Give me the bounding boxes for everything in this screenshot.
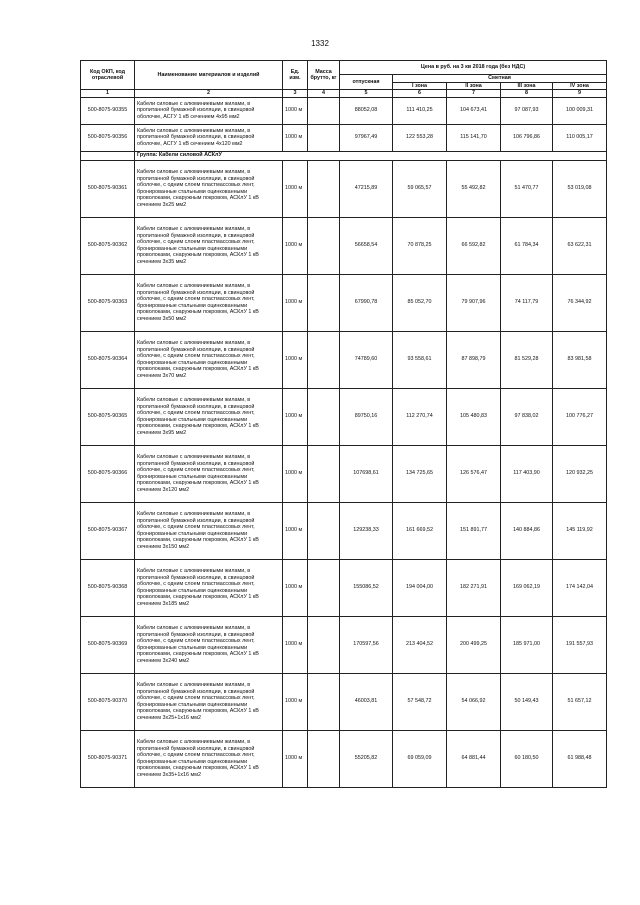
cell-zone-1: 111 410,25 [393,97,447,124]
cell-zone-3: 97 838,02 [501,388,553,445]
cell-zone-4: 174 142,04 [553,559,607,616]
cell-mass [308,331,340,388]
table-row [81,160,607,217]
table-row [81,217,607,274]
table-row [81,673,607,730]
cell-unit: 1000 м [283,97,308,124]
table-row [81,616,607,673]
cell-code: 500-8075-90371 [81,730,135,787]
col-number: 9 [553,90,607,98]
cell-name: Кабели силовые с алюминиевыми жилами, в пропитанной бумажной изоляции, в свинцовой оболочке, АСГУ 1 кВ сечением 4х120 мм2 [135,124,283,151]
cell-unit: 1000 м [283,217,308,274]
cell-name: Кабели силовые с алюминиевыми жилами, в пропитанной бумажной изоляции, в свинцовой оболочке, с одним слоем пластмассовых лент, бронированные стальными оцинкованными проволоками, снаружным покровом, АСКлУ 1 кВ сечением 3х70 мм2 [135,331,283,388]
table-row [81,559,607,616]
cell-zone-4: 53 019,08 [553,160,607,217]
table-row [81,730,607,787]
header-price: Цена в руб. на 3 кв 2018 года (без НДС) [340,61,607,75]
cell-mass [308,502,340,559]
cell-mass [308,388,340,445]
header-unit: Ед. изм. [283,61,308,90]
col-number: 4 [308,90,340,98]
cell-zone-3: 81 529,28 [501,331,553,388]
header-code: Код ОКП, код отраслевой [81,61,135,90]
cell-unit: 1000 м [283,445,308,502]
cell-zone-1: 213 404,52 [393,616,447,673]
cell-mass [308,559,340,616]
cell-zone-1: 112 270,74 [393,388,447,445]
cell-name: Кабели силовые с алюминиевыми жилами, в пропитанной бумажной изоляции, в свинцовой оболочке, АСГУ 1 кВ сечением 4х95 мм2 [135,97,283,124]
cell-name: Кабели силовые с алюминиевыми жилами, в пропитанной бумажной изоляции, в свинцовой оболочке, с одним слоем пластмассовых лент, бронированные стальными оцинкованными проволоками, снаружным покровом, АСКлУ 1 кВ сечением 3х50 мм2 [135,274,283,331]
cell-zone-3: 140 884,86 [501,502,553,559]
cell-name: Кабели силовые с алюминиевыми жилами, в пропитанной бумажной изоляции, в свинцовой оболочке, с одним слоем пластмассовых лент, бронированные стальными оцинкованными проволоками, снаружным покровом, АСКлУ 1 кВ сечением 3х150 мм2 [135,502,283,559]
cell-zone-4: 100 776,27 [553,388,607,445]
cell-unit: 1000 м [283,124,308,151]
cell-unit: 1000 м [283,730,308,787]
cell-release: 170597,56 [340,616,393,673]
cell-mass [308,730,340,787]
cell-zone-2: 151 891,77 [447,502,501,559]
table-row [81,97,607,124]
col-number: 1 [81,90,135,98]
cell-zone-2: 79 907,96 [447,274,501,331]
cell-name: Кабели силовые с алюминиевыми жилами, в пропитанной бумажной изоляции, в свинцовой оболочке, с одним слоем пластмассовых лент, бронированные стальными оцинкованными проволоками, снаружным покровом, АСКлУ 1 кВ сечением 3х25+1х16 мм2 [135,673,283,730]
cell-zone-3: 50 149,43 [501,673,553,730]
cell-zone-2: 55 492,82 [447,160,501,217]
cell-zone-3: 185 971,00 [501,616,553,673]
header-mass: Масса брутто, кг [308,61,340,90]
cell-unit: 1000 м [283,274,308,331]
header-name: Наименование материалов и изделий [135,61,283,90]
cell-code: 500-8075-90356 [81,124,135,151]
cell-name: Кабели силовые с алюминиевыми жилами, в пропитанной бумажной изоляции, в свинцовой оболочке, с одним слоем пластмассовых лент, бронированные стальными оцинкованными проволоками, снаружным покровом, АСКлУ 1 кВ сечением 3х185 мм2 [135,559,283,616]
cell-code: 500-8075-90362 [81,217,135,274]
cell-zone-1: 70 878,25 [393,217,447,274]
cell-release: 88052,08 [340,97,393,124]
page-number: 1332 [311,39,329,48]
cell-name: Кабели силовые с алюминиевыми жилами, в пропитанной бумажной изоляции, в свинцовой оболочке, с одним слоем пластмассовых лент, бронированные стальными оцинкованными проволоками, снаружным покровом, АСКлУ 1 кВ сечением 3х25 мм2 [135,160,283,217]
table-row [81,502,607,559]
cell-code: 500-8075-90369 [81,616,135,673]
cell-release: 74789,60 [340,331,393,388]
cell-zone-3: 61 784,34 [501,217,553,274]
cell-release: 89750,16 [340,388,393,445]
cell-zone-3: 97 087,93 [501,97,553,124]
cell-zone-3: 106 796,86 [501,124,553,151]
cell-code: 500-8075-90366 [81,445,135,502]
cell-zone-2: 182 271,91 [447,559,501,616]
cell-release: 67990,78 [340,274,393,331]
cell-mass [308,160,340,217]
col-number: 2 [135,90,283,98]
group-rows [81,160,607,787]
header-zone-1: I зона [393,82,447,90]
cell-unit: 1000 м [283,388,308,445]
cell-zone-2: 66 592,82 [447,217,501,274]
cell-zone-4: 83 981,58 [553,331,607,388]
cell-zone-4: 120 932,25 [553,445,607,502]
col-number: 6 [393,90,447,98]
table-row [81,274,607,331]
cell-zone-2: 54 066,92 [447,673,501,730]
cell-zone-4: 63 622,31 [553,217,607,274]
cell-zone-1: 93 558,61 [393,331,447,388]
col-number: 5 [340,90,393,98]
cell-release: 107698,61 [340,445,393,502]
cell-code: 500-8075-90370 [81,673,135,730]
cell-zone-4: 51 657,12 [553,673,607,730]
cell-mass [308,445,340,502]
cell-mass [308,217,340,274]
group-row [81,151,607,160]
cell-zone-3: 74 117,79 [501,274,553,331]
header-zone-2: II зона [447,82,501,90]
cell-zone-2: 64 881,44 [447,730,501,787]
cell-name: Кабели силовые с алюминиевыми жилами, в пропитанной бумажной изоляции, в свинцовой оболочке, с одним слоем пластмассовых лент, бронированные стальными оцинкованными проволоками, снаружным покровом, АСКлУ 1 кВ сечением 3х95 мм2 [135,388,283,445]
cell-name: Кабели силовые с алюминиевыми жилами, в пропитанной бумажной изоляции, в свинцовой оболочке, с одним слоем пластмассовых лент, бронированные стальными оцинкованными проволоками, снаружным покровом, АСКлУ 1 кВ сечением 3х240 мм2 [135,616,283,673]
cell-zone-4: 110 005,17 [553,124,607,151]
cell-zone-4: 61 988,48 [553,730,607,787]
cell-release: 46003,81 [340,673,393,730]
cell-mass [308,616,340,673]
group-label: Группа: Кабели силовой АСКлУ [135,151,607,160]
cell-mass [308,97,340,124]
cell-zone-4: 145 119,92 [553,502,607,559]
cell-unit: 1000 м [283,673,308,730]
cell-zone-2: 200 499,25 [447,616,501,673]
table-row [81,124,607,151]
col-number: 8 [501,90,553,98]
cell-code: 500-8075-90367 [81,502,135,559]
cell-zone-3: 169 062,19 [501,559,553,616]
table-header [81,61,607,98]
header-zone-4: IV зона [553,82,607,90]
cell-zone-1: 194 004,00 [393,559,447,616]
table-row [81,331,607,388]
header-zone-3: III зона [501,82,553,90]
header-estimate: Сметная [393,75,607,83]
header-release: отпускная [340,75,393,90]
cell-unit: 1000 м [283,559,308,616]
cell-code: 500-8075-90361 [81,160,135,217]
cell-zone-2: 105 480,83 [447,388,501,445]
cell-zone-1: 122 553,28 [393,124,447,151]
cell-release: 55205,82 [340,730,393,787]
cell-unit: 1000 м [283,502,308,559]
cell-release: 56658,54 [340,217,393,274]
cell-zone-3: 51 470,77 [501,160,553,217]
cell-mass [308,673,340,730]
cell-zone-3: 117 403,90 [501,445,553,502]
cell-mass [308,274,340,331]
cell-release: 129238,33 [340,502,393,559]
cell-zone-4: 191 557,93 [553,616,607,673]
cell-code: 500-8075-90355 [81,97,135,124]
cell-mass [308,124,340,151]
cell-unit: 1000 м [283,331,308,388]
cell-code: 500-8075-90363 [81,274,135,331]
cell-zone-1: 59 065,57 [393,160,447,217]
cell-zone-2: 87 898,79 [447,331,501,388]
cell-name: Кабели силовые с алюминиевыми жилами, в пропитанной бумажной изоляции, в свинцовой оболочке, с одним слоем пластмассовых лент, бронированные стальными оцинкованными проволоками, снаружным покровом, АСКлУ 1 кВ сечением 3х120 мм2 [135,445,283,502]
cell-release: 47215,89 [340,160,393,217]
cell-zone-1: 134 725,65 [393,445,447,502]
cell-release: 97967,49 [340,124,393,151]
cell-zone-1: 69 059,09 [393,730,447,787]
cell-release: 155086,52 [340,559,393,616]
price-table [80,60,607,788]
cell-zone-4: 100 009,31 [553,97,607,124]
cell-code: 500-8075-90364 [81,331,135,388]
column-number-row [81,90,607,98]
cell-zone-1: 85 052,70 [393,274,447,331]
col-number: 7 [447,90,501,98]
cell-code: 500-8075-90365 [81,388,135,445]
table-row [81,445,607,502]
cell-zone-4: 76 344,92 [553,274,607,331]
cell-unit: 1000 м [283,160,308,217]
cell-name: Кабели силовые с алюминиевыми жилами, в пропитанной бумажной изоляции, в свинцовой оболочке, с одним слоем пластмассовых лент, бронированные стальными оцинкованными проволоками, снаружным покровом, АСКлУ 1 кВ сечением 3х35+1х16 мм2 [135,730,283,787]
cell-zone-2: 115 141,70 [447,124,501,151]
cell-name: Кабели силовые с алюминиевыми жилами, в пропитанной бумажной изоляции, в свинцовой оболочке, с одним слоем пластмассовых лент, бронированные стальными оцинкованными проволоками, снаружным покровом, АСКлУ 1 кВ сечением 3х35 мм2 [135,217,283,274]
cell-zone-1: 161 669,52 [393,502,447,559]
cell-zone-2: 104 673,41 [447,97,501,124]
col-number: 3 [283,90,308,98]
cell-zone-3: 60 180,50 [501,730,553,787]
cell-zone-1: 57 548,72 [393,673,447,730]
cell-code: 500-8075-90368 [81,559,135,616]
table-row [81,388,607,445]
cell-zone-2: 126 576,47 [447,445,501,502]
cell-unit: 1000 м [283,616,308,673]
